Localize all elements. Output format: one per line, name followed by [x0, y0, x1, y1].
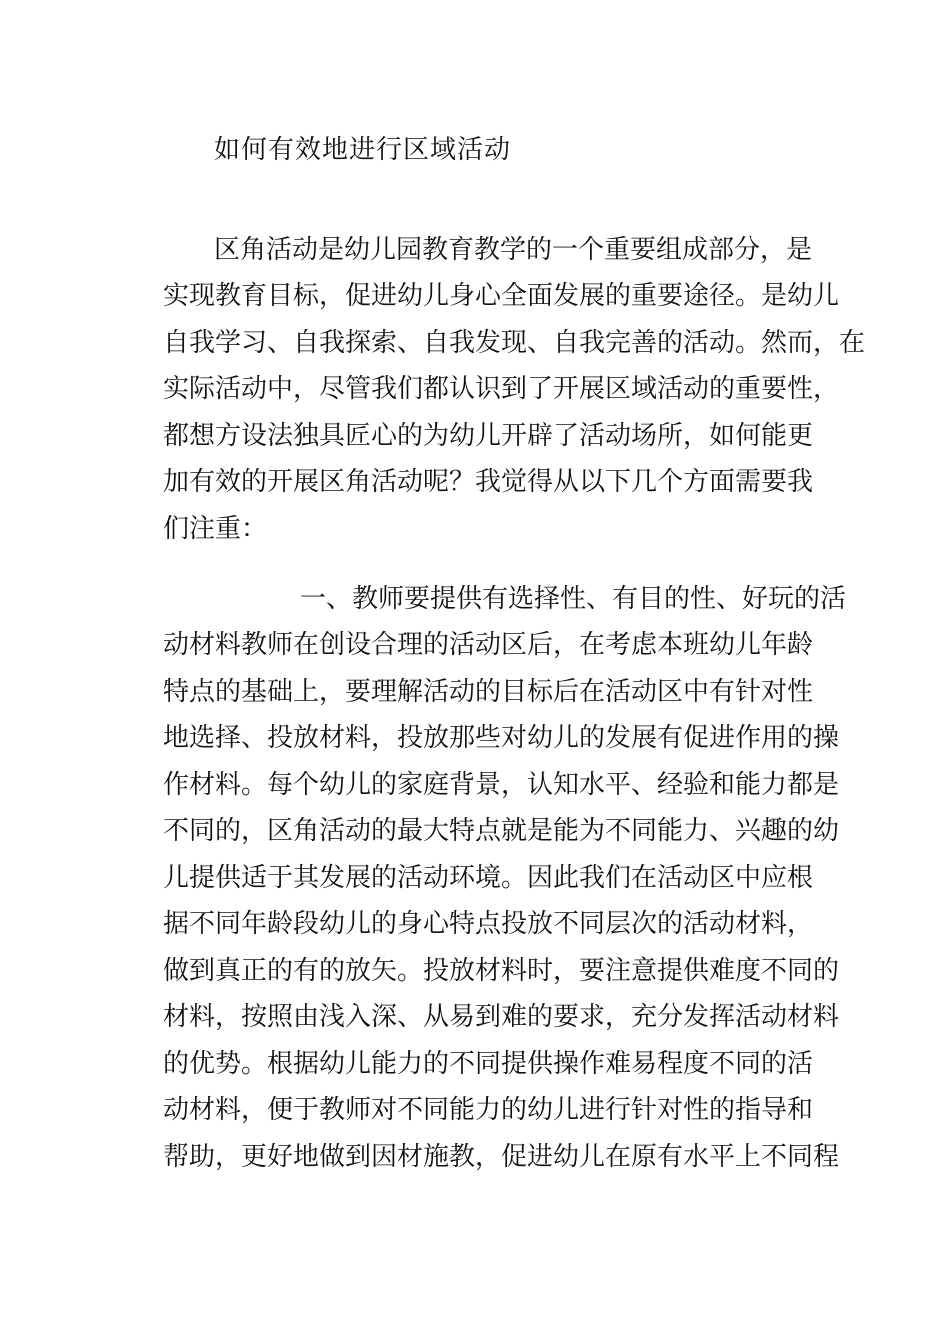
paragraph-line: 们注重： — [163, 514, 268, 544]
paragraph-line: 都想方设法独具匠心的为幼儿开辟了活动场所，如何能更 — [163, 421, 814, 451]
paragraph-line: 材料，按照由浅入深、从易到难的要求，充分发挥活动材料 — [163, 1002, 840, 1032]
paragraph-line: 的优势。根据幼儿能力的不同提供操作难易程度不同的活 — [163, 1049, 814, 1079]
paragraph-line: 实现教育目标，促进幼儿身心全面发展的重要途径。是幼儿 — [163, 281, 840, 311]
paragraph-line: 实际活动中，尽管我们都认识到了开展区域活动的重要性， — [163, 374, 840, 404]
paragraph-line: 地选择、投放材料，投放那些对幼儿的发展有促进作用的操 — [163, 723, 840, 753]
section-heading-line: 一、教师要提供有选择性、有目的性、好玩的活 — [300, 584, 847, 614]
paragraph-line: 不同的，区角活动的最大特点就是能为不同能力、兴趣的幼 — [163, 816, 840, 846]
paragraph-line: 帮助，更好地做到因材施教，促进幼儿在原有水平上不同程 — [163, 1142, 840, 1172]
paragraph-line: 动材料教师在创设合理的活动区后，在考虑本班幼儿年龄 — [163, 630, 814, 660]
paragraph-line: 儿提供适于其发展的活动环境。因此我们在活动区中应根 — [163, 863, 814, 893]
paragraph-line: 据不同年龄段幼儿的身心特点投放不同层次的活动材料， — [163, 909, 814, 939]
paragraph-line: 动材料，便于教师对不同能力的幼儿进行针对性的指导和 — [163, 1095, 814, 1125]
paragraph-line: 做到真正的有的放矢。投放材料时，要注意提供难度不同的 — [163, 956, 840, 986]
paragraph-line: 作材料。每个幼儿的家庭背景，认知水平、经验和能力都是 — [163, 770, 840, 800]
paragraph-line: 区角活动是幼儿园教育教学的一个重要组成部分，是 — [214, 235, 813, 265]
paragraph-line: 特点的基础上，要理解活动的目标后在活动区中有针对性 — [163, 677, 814, 707]
paragraph-line: 自我学习、自我探索、自我发现、自我完善的活动。然而，在 — [163, 328, 866, 358]
document-title: 如何有效地进行区域活动 — [214, 135, 512, 165]
paragraph-line: 加有效的开展区角活动呢？我觉得从以下几个方面需要我 — [163, 467, 814, 497]
